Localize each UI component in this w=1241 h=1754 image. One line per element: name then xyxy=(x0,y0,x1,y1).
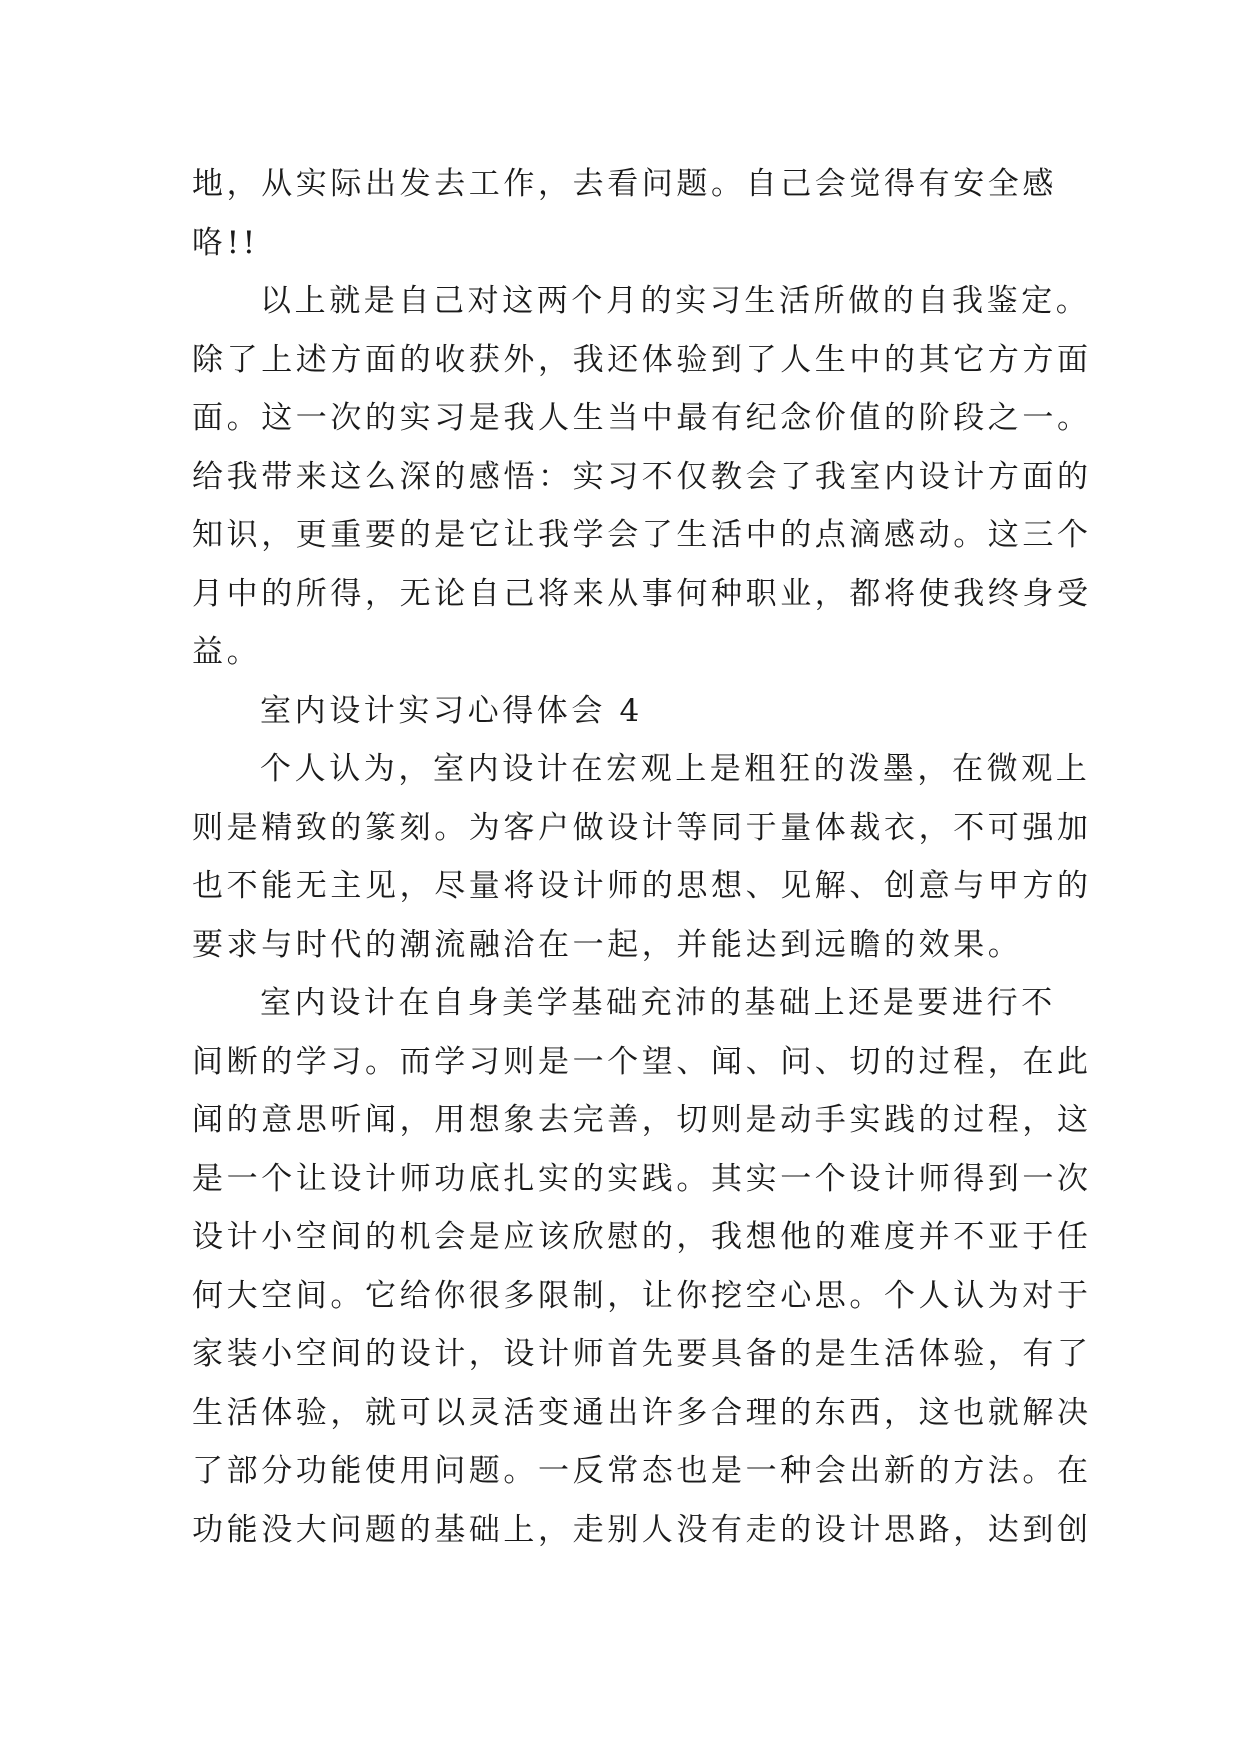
text-line: 则是精致的篆刻。为客户做设计等同于量体裁衣，不可强加 xyxy=(192,809,1092,846)
text-line: 要求与时代的潮流融洽在一起，并能达到远瞻的效果。 xyxy=(192,926,1023,963)
text-line: 功能没大问题的基础上，走别人没有走的设计思路，达到创 xyxy=(192,1511,1092,1548)
text-line: 何大空间。它给你很多限制，让你挖空心思。个人认为对于 xyxy=(192,1277,1092,1314)
text-line: 以上就是自己对这两个月的实习生活所做的自我鉴定。 xyxy=(260,283,1091,319)
text-line: 咯!! xyxy=(192,224,259,261)
text-line: 室内设计在自身美学基础充沛的基础上还是要进行不 xyxy=(260,985,1056,1021)
text-line: 个人认为，室内设计在宏观上是粗狂的泼墨，在微观上 xyxy=(260,751,1091,787)
text-line: 知识，更重要的是它让我学会了生活中的点滴感动。这三个 xyxy=(192,517,1092,553)
text-line: 了部分功能使用问题。一反常态也是一种会出新的方法。在 xyxy=(192,1453,1092,1489)
text-line: 益。 xyxy=(192,634,262,670)
text-line: 是一个让设计师功底扎实的实践。其实一个设计师得到一次 xyxy=(192,1160,1092,1197)
text-line: 也不能无主见，尽量将设计师的思想、见解、创意与甲方的 xyxy=(192,868,1092,904)
text-line: 面。这一次的实习是我人生当中最有纪念价值的阶段之一。 xyxy=(192,400,1092,436)
text-line: 家装小空间的设计，设计师首先要具备的是生活体验，有了 xyxy=(192,1336,1092,1372)
text-line: 生活体验，就可以灵活变通出许多合理的东西，这也就解决 xyxy=(192,1394,1092,1431)
document-body xyxy=(192,155,1092,1559)
text-line: 除了上述方面的收获外，我还体验到了人生中的其它方方面 xyxy=(192,341,1092,378)
text-line: 月中的所得，无论自己将来从事何种职业，都将使我终身受 xyxy=(192,575,1092,612)
text-line: 设计小空间的机会是应该欣慰的，我想他的难度并不亚于任 xyxy=(192,1219,1092,1255)
text-line: 地，从实际出发去工作，去看问题。自己会觉得有安全感 xyxy=(192,166,1057,202)
text-line: 给我带来这么深的感悟：实习不仅教会了我室内设计方面的 xyxy=(192,458,1092,495)
text-line: 闻的意思听闻，用想象去完善，切则是动手实践的过程，这 xyxy=(192,1102,1092,1138)
text-line: 间断的学习。而学习则是一个望、闻、问、切的过程，在此 xyxy=(192,1043,1092,1080)
section-heading: 室内设计实习心得体会 4 xyxy=(260,692,643,729)
